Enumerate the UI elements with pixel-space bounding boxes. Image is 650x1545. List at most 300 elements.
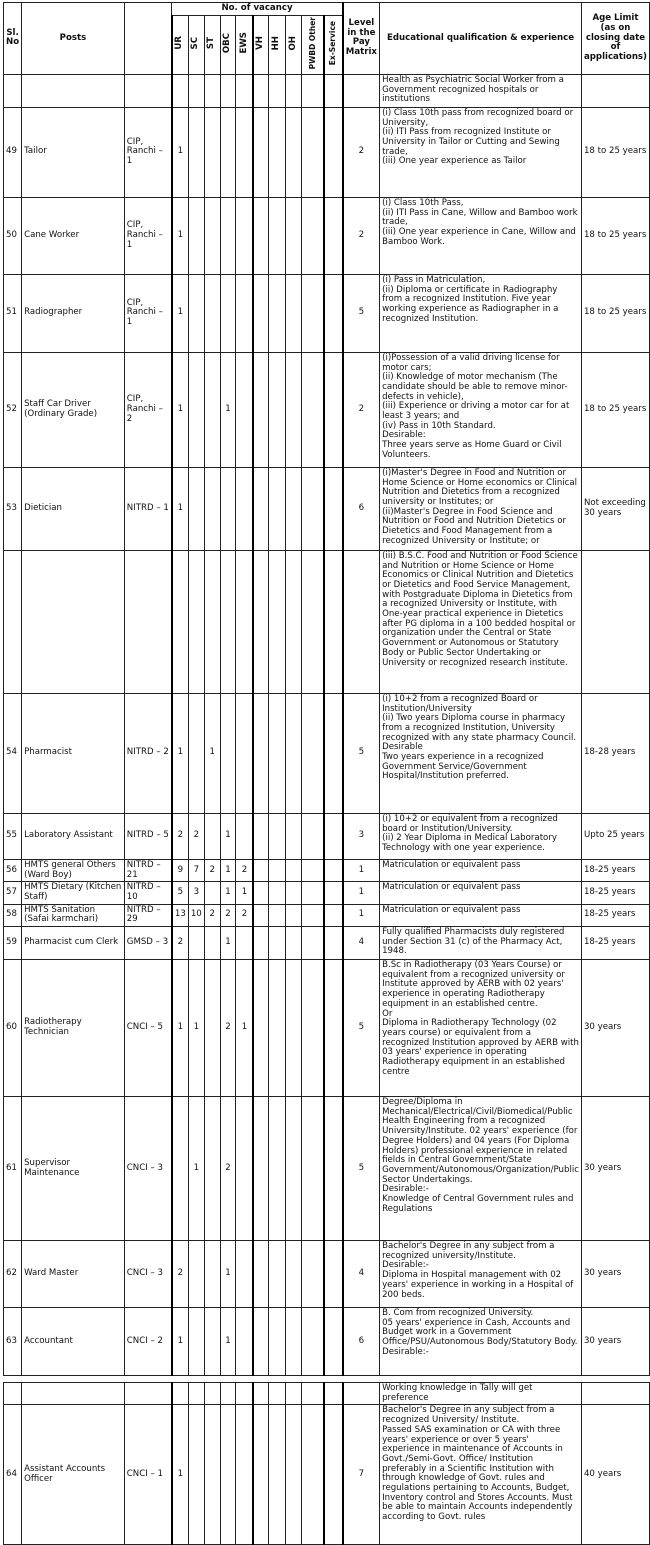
row-unit: GMSD – 3 [124, 927, 172, 960]
qualification-cell: Matriculation or equivalent pass [380, 882, 582, 904]
qualification-cell: (i) 10+2 or equivalent from a recognized board or Institution/University. (ii) 2 Year Diploma in Medical Laboratory Technology with one year experience. [380, 813, 582, 859]
row-post: Staff Car Driver (Ordinary Grade) [22, 352, 125, 467]
row-obc [220, 274, 236, 352]
row-obc: 1 [220, 352, 236, 467]
row-obc: 2 [220, 1097, 236, 1241]
row-pwbd [302, 1097, 324, 1241]
row-sc [188, 693, 204, 813]
row-unit: CNCI – 5 [124, 960, 172, 1097]
row-level: 4 [343, 1241, 380, 1308]
row-post: Dietician [22, 467, 125, 550]
row-exservice [324, 467, 342, 550]
row-ur: 2 [172, 927, 188, 960]
row-vh [253, 107, 268, 197]
qualification-cell: Degree/Diploma in Mechanical/Electrical/Civil/Biomedical/Public Health Engineering from a recognized University/Institute. 02 years' experience (for Degree Holders) and 04 years (For Diploma Holders) professional experience in related fields in Central Government/State Government/Autonomous/Organization/Public Sector Undertakings. Desirable:- Knowledge of Central Government rules and Regulations [380, 1097, 582, 1241]
row-obc: 1 [220, 882, 236, 904]
qualification-cell: Health as Psychiatric Social Worker from a Government recognized hospitals or institutions [380, 74, 582, 107]
row-st [204, 882, 220, 904]
row-post: Tailor [22, 107, 125, 197]
row-exservice [324, 1308, 342, 1376]
row-obc: 1 [220, 927, 236, 960]
row-obc [220, 693, 236, 813]
row-vh [253, 1308, 268, 1376]
row-vh [253, 467, 268, 550]
row-pwbd [302, 352, 324, 467]
row-vh [253, 1241, 268, 1308]
qualification-cell: (i) 10+2 from a recognized Board or Institution/University (ii) Two years Diploma course in pharmacy from a recognized Institution, University recognized with any state pharmacy Council. Desirable Two years experience in a recognized Government Service/Government Hospital/Institution preferred. [380, 693, 582, 813]
row-exservice [324, 927, 342, 960]
row-sc [188, 274, 204, 352]
row-obc [220, 107, 236, 197]
row-ews [236, 197, 254, 274]
row-st [204, 1097, 220, 1241]
row-ur [172, 550, 188, 693]
row-oh [285, 1097, 302, 1241]
row-ews: 2 [236, 859, 254, 881]
row-unit: CNCI – 3 [124, 1241, 172, 1308]
table-row [4, 1097, 650, 1241]
row-level: 5 [343, 274, 380, 352]
row-unit: CIP, Ranchi – 2 [124, 352, 172, 467]
row-exservice [324, 197, 342, 274]
row-pwbd [302, 960, 324, 1097]
row-post: Cane Worker [22, 197, 125, 274]
header-ews: EWS [238, 32, 249, 54]
row-post: Pharmacist [22, 693, 125, 813]
row-ur: 5 [172, 882, 188, 904]
row-slno: 61 [4, 1097, 22, 1241]
row-post [22, 550, 125, 693]
row-post: HMTS Sanitation (Safai karmchari) [22, 904, 125, 926]
row-age: Upto 25 years [581, 813, 649, 859]
header-vh: VH [255, 35, 266, 50]
row-ur: 1 [172, 467, 188, 550]
row-slno: 62 [4, 1241, 22, 1308]
header-slno: Sl. No [4, 3, 22, 75]
header-sc: SC [190, 36, 201, 50]
row-obc: 1 [220, 813, 236, 859]
row-slno: 59 [4, 927, 22, 960]
row-st [204, 927, 220, 960]
row-sc [188, 1241, 204, 1308]
row-vh [253, 904, 268, 926]
row-st: 2 [204, 859, 220, 881]
row-st: 1 [204, 693, 220, 813]
header-obc: OBC [222, 32, 233, 53]
row-ur: 1 [172, 693, 188, 813]
row-age: 18 to 25 years [581, 107, 649, 197]
row-unit [124, 550, 172, 693]
qualification-cell: Bachelor's Degree in any subject from a recognized University/ Institute. Passed SAS examination or CA with three years' experience or over 5 years' experience in maintenance of Accounts in Govt./Semi-Govt. Office/ Institution preferably in a Scientific Institution with through knowledge of Govt. rules and regulations pertaining to Accounts, Budget, Inventory control and Stores Accounts. Must be able to maintain Accounts independently according to Govt. rules [380, 1405, 582, 1545]
row-post: Laboratory Assistant [22, 813, 125, 859]
qualification-cell: Fully qualified Pharmacists duly registered under Section 31 (c) of the Pharmacy Act, 1948. [380, 927, 582, 960]
row-st [204, 550, 220, 693]
row-ews [236, 813, 254, 859]
row-post: HMTS Dietary (Kitchen Staff) [22, 882, 125, 904]
table-row [4, 107, 650, 197]
table-row [4, 1405, 650, 1545]
row-exservice [324, 107, 342, 197]
row-pwbd [302, 107, 324, 197]
table-row [4, 904, 650, 926]
row-st [204, 352, 220, 467]
table-row [4, 693, 650, 813]
row-slno: 58 [4, 904, 22, 926]
row-ur: 1 [172, 1405, 188, 1545]
row-ews [236, 927, 254, 960]
row-unit: CNCI – 3 [124, 1097, 172, 1241]
row-exservice [324, 960, 342, 1097]
row-unit: CNCI – 1 [124, 1405, 172, 1545]
row-oh [285, 960, 302, 1097]
row-exservice [324, 859, 342, 881]
row-hh [269, 550, 286, 693]
row-hh [269, 960, 286, 1097]
row-pwbd [302, 1241, 324, 1308]
row-obc [220, 197, 236, 274]
row-sc [188, 107, 204, 197]
row-unit: NITRD – 5 [124, 813, 172, 859]
row-ews [236, 693, 254, 813]
row-level: 2 [343, 352, 380, 467]
row-ur: 1 [172, 352, 188, 467]
row-vh [253, 813, 268, 859]
row-level: 4 [343, 927, 380, 960]
table-row [4, 1308, 650, 1376]
row-ur: 1 [172, 197, 188, 274]
row-age: 18-28 years [581, 693, 649, 813]
row-exservice [324, 274, 342, 352]
row-age: 18 to 25 years [581, 274, 649, 352]
row-slno: 51 [4, 274, 22, 352]
row-pwbd [302, 467, 324, 550]
table-row [4, 882, 650, 904]
row-vh [253, 882, 268, 904]
row-slno: 50 [4, 197, 22, 274]
row-oh [285, 550, 302, 693]
row-hh [269, 107, 286, 197]
row-hh [269, 927, 286, 960]
row-vh [253, 550, 268, 693]
row-ews: 2 [236, 904, 254, 926]
row-ews: 1 [236, 960, 254, 1097]
table-row [4, 813, 650, 859]
row-exservice [324, 813, 342, 859]
row-oh [285, 813, 302, 859]
row-exservice [324, 693, 342, 813]
row-post: Pharmacist cum Clerk [22, 927, 125, 960]
qualification-cell: Matriculation or equivalent pass [380, 904, 582, 926]
qualification-cell: Matriculation or equivalent pass [380, 859, 582, 881]
qualification-cell: (i)Possession of a valid driving license for motor cars; (ii) Knowledge of motor mechanism (The candidate should be able to remove minor-defects in vehicle), (iii) Experience or driving a motor car for at least 3 years; and (iv) Pass in 10th Standard. Desirable: Three years serve as Home Guard or Civil Volunteers. [380, 352, 582, 467]
row-post: Ward Master [22, 1241, 125, 1308]
row-unit: CNCI – 2 [124, 1308, 172, 1376]
row-ews [236, 1097, 254, 1241]
row-vh [253, 859, 268, 881]
row-level: 1 [343, 859, 380, 881]
row-hh [269, 197, 286, 274]
row-slno: 57 [4, 882, 22, 904]
table-row [4, 1241, 650, 1308]
row-hh [269, 882, 286, 904]
row-hh [269, 1097, 286, 1241]
row-unit: CIP, Ranchi – 1 [124, 274, 172, 352]
row-age: 30 years [581, 1241, 649, 1308]
row-post: Supervisor Maintenance [22, 1097, 125, 1241]
row-oh [285, 352, 302, 467]
row-pwbd [302, 882, 324, 904]
row-level: 2 [343, 107, 380, 197]
table-row [4, 859, 650, 881]
row-age: 18-25 years [581, 859, 649, 881]
row-vh [253, 927, 268, 960]
row-st [204, 467, 220, 550]
row-vh [253, 197, 268, 274]
row-level: 1 [343, 904, 380, 926]
row-ews [236, 550, 254, 693]
row-pwbd [302, 550, 324, 693]
row-slno [4, 550, 22, 693]
row-level: 7 [343, 1405, 380, 1545]
row-level: 2 [343, 197, 380, 274]
row-oh [285, 859, 302, 881]
row-st [204, 274, 220, 352]
row-ews [236, 1308, 254, 1376]
row-sc: 3 [188, 882, 204, 904]
qualification-cell: (i) Pass in Matriculation, (ii) Diploma or certificate in Radiography from a recognized Institution. Five year working experience as Radiographer in a recognized Institution. [380, 274, 582, 352]
qualification-cell: Bachelor's Degree in any subject from a recognized university/Institute. Desirable:- Diploma in Hospital management with 02 years' experience in working in a Hospital of 200 beds. [380, 1241, 582, 1308]
row-post: Radiotherapy Technician [22, 960, 125, 1097]
row-sc: 1 [188, 960, 204, 1097]
row-pwbd [302, 197, 324, 274]
row-exservice [324, 904, 342, 926]
row-pwbd [302, 813, 324, 859]
row-sc: 1 [188, 1097, 204, 1241]
row-level: 6 [343, 1308, 380, 1376]
row-hh [269, 1241, 286, 1308]
row-pwbd [302, 1308, 324, 1376]
row-sc: 7 [188, 859, 204, 881]
header-pwbd: PWBD Other [307, 16, 317, 70]
row-slno: 64 [4, 1405, 22, 1545]
table-row [4, 467, 650, 550]
row-oh [285, 1241, 302, 1308]
table-row [4, 927, 650, 960]
row-st [204, 197, 220, 274]
row-oh [285, 274, 302, 352]
row-age: 30 years [581, 1097, 649, 1241]
row-slno: 60 [4, 960, 22, 1097]
row-sc [188, 352, 204, 467]
row-exservice [324, 1241, 342, 1308]
row-age [581, 550, 649, 693]
row-ews [236, 1241, 254, 1308]
row-slno: 52 [4, 352, 22, 467]
row-level: 5 [343, 960, 380, 1097]
qualification-cell: B.Sc in Radiotherapy (03 Years Course) or equivalent from a recognized university or Institute approved by AERB with 02 years' experience in operating Radiotherapy equipment in an established centre. Or Diploma in Radiotherapy Technology (02 years course) or equivalent from a recognized Institution approved by AERB with 03 years' experience in operating Radiotherapy equipment in an established centre [380, 960, 582, 1097]
row-pwbd [302, 904, 324, 926]
row-vh [253, 274, 268, 352]
row-ur: 1 [172, 960, 188, 1097]
row-sc [188, 197, 204, 274]
row-unit: NITRD – 21 [124, 859, 172, 881]
row-ur: 2 [172, 813, 188, 859]
row-obc: 1 [220, 1308, 236, 1376]
row-slno: 49 [4, 107, 22, 197]
row-obc [220, 550, 236, 693]
qualification-cell: B. Com from recognized University. 05 years' experience in Cash, Accounts and Budget work in a Government Office/PSU/Autonomous Body/Statutory Body. Desirable:- [380, 1308, 582, 1376]
row-hh [269, 813, 286, 859]
row-ur: 1 [172, 1308, 188, 1376]
table-row [4, 1383, 650, 1405]
row-obc: 2 [220, 904, 236, 926]
row-level: 1 [343, 882, 380, 904]
row-slno: 63 [4, 1308, 22, 1376]
qualification-cell: (iii) B.S.C. Food and Nutrition or Food Science and Nutrition or Home Science or Home Economics or Clinical Nutrition and Dietetics or Dietetics and Food Service Management, with Postgraduate Diploma in Dietetics from a recognized University or Institute, with One-year practical experience in Dietetics after PG diploma in a 100 bedded hospital or organization under the Central or State Government or Autonomous or Statutory Body or Public Sector Undertaking or University or recognized research institute. [380, 550, 582, 693]
row-oh [285, 107, 302, 197]
row-ur: 1 [172, 274, 188, 352]
row-pwbd [302, 693, 324, 813]
row-sc: 2 [188, 813, 204, 859]
table-row [4, 74, 650, 107]
row-obc [220, 467, 236, 550]
row-post: HMTS general Others (Ward Boy) [22, 859, 125, 881]
table-row [4, 352, 650, 467]
row-oh [285, 693, 302, 813]
row-hh [269, 274, 286, 352]
row-ews [236, 352, 254, 467]
row-age: 18-25 years [581, 927, 649, 960]
row-hh [269, 1308, 286, 1376]
row-ur: 13 [172, 904, 188, 926]
row-hh [269, 352, 286, 467]
row-vh [253, 1097, 268, 1241]
row-ur: 1 [172, 107, 188, 197]
row-age: Not exceeding 30 years [581, 467, 649, 550]
row-pwbd [302, 927, 324, 960]
row-hh [269, 693, 286, 813]
row-sc [188, 1308, 204, 1376]
row-vh [253, 352, 268, 467]
row-age: 18-25 years [581, 882, 649, 904]
row-obc: 1 [220, 859, 236, 881]
table-row [4, 197, 650, 274]
row-st [204, 813, 220, 859]
row-post: Accountant [22, 1308, 125, 1376]
row-oh [285, 197, 302, 274]
qualification-cell: (i) Class 10th pass from recognized board or University, (ii) ITI Pass from recognized Institute or University in Tailor or Cutting and Sewing trade, (iii) One year experience as Tailor [380, 107, 582, 197]
row-exservice [324, 352, 342, 467]
row-ews [236, 467, 254, 550]
row-unit: NITRD – 10 [124, 882, 172, 904]
row-vh [253, 693, 268, 813]
header-qualification: Educational qualification & experience [380, 3, 582, 75]
header-posts: Posts [22, 3, 125, 75]
row-unit: NITRD – 29 [124, 904, 172, 926]
row-st [204, 107, 220, 197]
row-oh [285, 904, 302, 926]
row-exservice [324, 1097, 342, 1241]
row-exservice [324, 550, 342, 693]
row-age: 18-25 years [581, 904, 649, 926]
row-post: Assistant Accounts Officer [22, 1405, 125, 1545]
row-ur [172, 1097, 188, 1241]
row-pwbd [302, 274, 324, 352]
row-hh [269, 904, 286, 926]
row-ews [236, 274, 254, 352]
header-oh: OH [287, 35, 298, 51]
row-slno: 54 [4, 693, 22, 813]
header-hh: HH [271, 35, 282, 51]
row-exservice [324, 882, 342, 904]
row-sc [188, 550, 204, 693]
header-st: ST [206, 36, 217, 49]
row-ews: 1 [236, 882, 254, 904]
row-sc [188, 467, 204, 550]
row-oh [285, 467, 302, 550]
row-vh [253, 960, 268, 1097]
vacancy-table [3, 2, 650, 1545]
row-level: 6 [343, 467, 380, 550]
row-oh [285, 927, 302, 960]
header-level: Level in the Pay Matrix [343, 3, 380, 75]
row-unit: NITRD – 2 [124, 693, 172, 813]
row-st: 2 [204, 904, 220, 926]
table-row [4, 960, 650, 1097]
header-age: Age Limit (as on closing date of applications) [581, 3, 649, 75]
row-slno: 56 [4, 859, 22, 881]
row-age: 30 years [581, 960, 649, 1097]
row-level: 5 [343, 693, 380, 813]
row-oh [285, 882, 302, 904]
row-st [204, 960, 220, 1097]
row-age: 18 to 25 years [581, 197, 649, 274]
header-ur: UR [174, 36, 185, 50]
row-obc: 2 [220, 960, 236, 1097]
row-slno: 53 [4, 467, 22, 550]
row-unit: CIP, Ranchi – 1 [124, 197, 172, 274]
header-exservice: Ex-Service [328, 20, 338, 66]
header-vacancy: No. of vacancy [172, 3, 343, 16]
qualification-cell: (i)Master's Degree in Food and Nutrition or Home Science or Home economics or Clinical Nutrition and Dietetics from a recognized university or Institutes; or (ii)Master's Degree in Food Science and Nutrition or Food and Nutrition Dietetics or Dietetics and Food Management from a recognized University or Institute; or [380, 467, 582, 550]
table-row [4, 550, 650, 693]
row-oh [285, 1308, 302, 1376]
row-level [343, 550, 380, 693]
row-age: 18 to 25 years [581, 352, 649, 467]
row-obc: 1 [220, 1241, 236, 1308]
row-level: 5 [343, 1097, 380, 1241]
row-slno: 55 [4, 813, 22, 859]
row-sc [188, 927, 204, 960]
row-hh [269, 859, 286, 881]
row-pwbd [302, 859, 324, 881]
row-ur: 2 [172, 1241, 188, 1308]
row-level: 3 [343, 813, 380, 859]
table-row [4, 274, 650, 352]
row-ews [236, 107, 254, 197]
row-age: 30 years [581, 1308, 649, 1376]
row-ur: 9 [172, 859, 188, 881]
row-st [204, 1241, 220, 1308]
row-unit: NITRD – 1 [124, 467, 172, 550]
row-post: Radiographer [22, 274, 125, 352]
row-unit: CIP, Ranchi – 1 [124, 107, 172, 197]
qualification-cell: Working knowledge in Tally will get preference [380, 1383, 582, 1405]
row-sc: 10 [188, 904, 204, 926]
qualification-cell: (i) Class 10th Pass, (ii) ITI Pass in Cane, Willow and Bamboo work trade, (iii) One year experience in Cane, Willow and Bamboo Work. [380, 197, 582, 274]
table-header [4, 3, 650, 75]
row-hh [269, 467, 286, 550]
